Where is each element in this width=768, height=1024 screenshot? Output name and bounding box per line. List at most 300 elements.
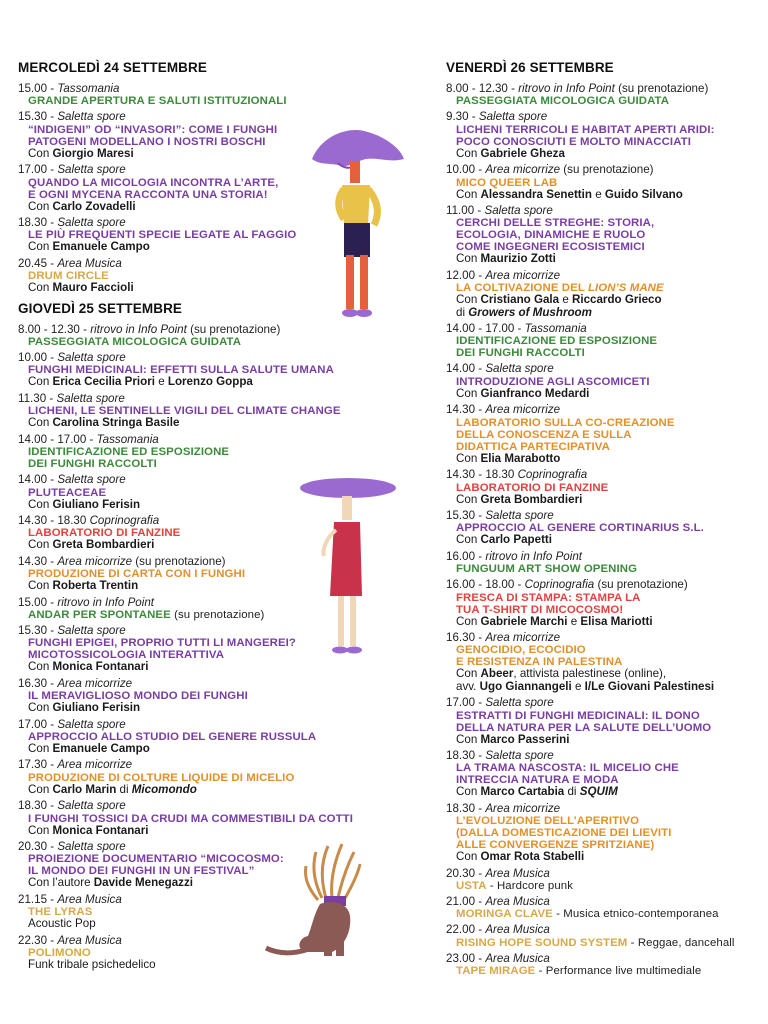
event-time-place <box>446 632 764 644</box>
speaker-name: Lorenzo Goppa <box>167 375 253 389</box>
event-title: DIDATTICA PARTECIPATIVA <box>456 440 610 453</box>
event-time-place <box>446 579 764 591</box>
event-title: MORINGA CLAVE - Musica etnico-contemporanea <box>456 908 719 921</box>
speaker-text: Con <box>456 850 481 864</box>
event-item <box>446 579 764 628</box>
event-title-note: - Hardcore punk <box>486 880 573 892</box>
event-title: CERCHI DELLE STREGHE: STORIA, <box>456 217 655 230</box>
event-time: 14.30 - <box>18 554 58 568</box>
event-item <box>446 111 764 160</box>
speaker-name: Micomondo <box>131 782 197 796</box>
event-title: PASSEGGIATA MICOLOGICA GUIDATA <box>456 95 670 108</box>
event-time: 14.00 - <box>18 473 58 487</box>
event-title: “INDIGENI” OD “INVASORI”: COME I FUNGHI <box>28 123 278 136</box>
event-time-place <box>446 510 764 522</box>
event-time: 14.00 - 17.00 - <box>446 322 525 336</box>
event-title: L’EVOLUZIONE DELL’APERITIVO <box>456 815 640 828</box>
event-title: LA COLTIVAZIONE DEL LION’S MANE <box>456 282 664 295</box>
speaker-name: Carlo Marin <box>52 782 117 796</box>
event-item <box>446 469 764 506</box>
event-item <box>446 750 764 799</box>
speaker-text: Con <box>456 451 481 465</box>
event-place: Saletta spore <box>485 748 554 762</box>
event-time-place <box>18 678 418 690</box>
event-item <box>18 324 418 348</box>
event-title: POLIMONO <box>28 947 91 960</box>
speaker-name: Abeer <box>480 667 514 681</box>
speaker-text: Con <box>456 614 481 628</box>
speaker-name: Growers of Mushroom <box>468 305 592 319</box>
event-place: Area Musica <box>57 256 122 270</box>
event-place: Area Musica <box>57 892 122 906</box>
speaker-name: Carlo Papetti <box>480 533 553 547</box>
speaker-text: Acoustic Pop <box>28 917 96 931</box>
speaker-name: Guido Silvano <box>604 187 683 201</box>
speaker-text: Con <box>28 660 53 674</box>
event-time: 22.00 - <box>446 923 486 937</box>
event-place: Coprinografia <box>517 468 588 482</box>
event-time-place <box>446 363 764 375</box>
event-time-place <box>446 953 764 965</box>
speaker-text: Funk tribale psichedelico <box>28 958 156 972</box>
event-time: 15.30 - <box>18 110 58 124</box>
event-title: IDENTIFICAZIONE ED ESPOSIZIONE <box>28 446 230 459</box>
event-time-place <box>18 719 418 731</box>
speaker-name: Elia Marabotto <box>480 451 561 465</box>
speaker-text: Con <box>28 240 53 254</box>
speaker-name: Riccardo Grieco <box>572 293 662 307</box>
event-item <box>446 404 764 465</box>
event-place: Area micorrize <box>57 676 133 690</box>
event-time: 14.30 - 18.30 <box>18 513 90 527</box>
event-place: Coprinografia <box>524 578 595 592</box>
speaker-name: Carolina Stringa Basile <box>52 416 180 430</box>
event-time: 17.00 - <box>18 163 58 177</box>
event-place: Saletta spore <box>57 163 126 177</box>
event-title: I FUNGHI TOSSICI DA CRUDI MA COMMESTIBILI DA COTTI <box>28 812 353 825</box>
event-item <box>446 323 764 359</box>
event-title: FRESCA DI STAMPA: STAMPA LA <box>456 591 641 604</box>
event-time-place <box>446 205 764 217</box>
event-title: DEI FUNGHI RACCOLTI <box>28 458 157 471</box>
mushroom-woman-illustration <box>296 478 400 662</box>
event-time: 21.15 - <box>18 892 58 906</box>
event-time-place <box>446 868 764 880</box>
speaker-text: Con <box>28 823 53 837</box>
event-place: Tassomania <box>57 82 120 95</box>
event-title: LICHENI, LE SENTINELLE VIGILI DEL CLIMATE CHANGE <box>28 405 341 418</box>
event-title: FUNGUUM ART SHOW OPENING <box>456 563 638 576</box>
event-title: THE LYRAS <box>28 906 93 919</box>
event-speakers <box>446 494 764 506</box>
event-item <box>446 510 764 547</box>
event-item <box>446 803 764 864</box>
event-speakers <box>446 307 764 319</box>
right-column <box>446 60 764 981</box>
event-booking-note: (su prenotazione) <box>594 578 688 592</box>
speaker-name: Ugo Giannangeli <box>479 679 572 693</box>
event-place: Area micorrize <box>485 801 561 815</box>
event-title: TUA T-SHIRT DI MICOCOSMO! <box>456 603 624 616</box>
speaker-name: Alessandra Senettin <box>480 187 592 201</box>
event-time: 10.00 - <box>18 351 58 365</box>
speaker-text: Con <box>28 538 53 552</box>
speaker-name: Giuliano Ferisin <box>52 701 141 715</box>
event-time: 17.00 - <box>18 717 58 731</box>
event-time: 20.30 - <box>18 840 58 853</box>
speaker-name: Monica Fontanari <box>52 660 149 674</box>
event-time: 12.00 - <box>446 268 486 282</box>
event-title: LA TRAMA NASCOSTA: IL MICELIO CHE <box>456 762 679 775</box>
event-item <box>446 363 764 400</box>
event-title: GENOCIDIO, ECOCIDIO <box>456 644 586 657</box>
event-title: USTA - Hardcore punk <box>456 880 573 892</box>
speaker-text: Con <box>28 497 53 511</box>
event-item <box>18 352 418 389</box>
event-title: FUNGHI MEDICINALI: EFFETTI SULLA SALUTE UMANA <box>28 364 334 377</box>
event-place: Saletta spore <box>57 717 126 731</box>
speaker-name: Greta Bombardieri <box>52 538 155 552</box>
speaker-text: Con <box>456 252 481 266</box>
event-speakers <box>446 851 764 863</box>
event-time-place <box>18 759 418 771</box>
event-item <box>446 632 764 693</box>
speaker-name: Giorgio Maresi <box>52 146 134 160</box>
day-heading: GIOVEDÌ 25 SETTEMBRE <box>18 300 183 316</box>
event-place: Saletta spore <box>57 351 126 365</box>
event-time: 17.30 - <box>18 758 58 772</box>
event-title: DEI FUNGHI RACCOLTI <box>456 347 585 360</box>
speaker-name: Carlo Zovadelli <box>52 199 136 213</box>
event-speakers <box>446 681 764 693</box>
event-time: 8.00 - 12.30 - <box>18 322 91 336</box>
event-place: Saletta spore <box>485 508 554 522</box>
speaker-text: Con <box>28 146 53 160</box>
speaker-name: Davide Menegazzi <box>93 876 193 890</box>
event-time: 18.30 - <box>446 801 486 815</box>
speaker-text: di <box>116 782 132 796</box>
event-time-place <box>446 551 764 563</box>
event-item <box>446 270 764 319</box>
event-place: ritrovo in Info Point <box>485 549 582 563</box>
event-place: ritrovo in Info Point <box>518 82 615 95</box>
event-place: Area micorrize <box>57 758 133 772</box>
speaker-text: Con <box>456 785 481 799</box>
event-time-place <box>446 111 764 123</box>
event-place: Saletta spore <box>485 696 554 710</box>
event-speakers <box>446 786 764 798</box>
event-title: LABORATORIO DI FANZINE <box>28 527 181 540</box>
event-title: COME INGEGNERI ECOSISTEMICI <box>456 241 645 254</box>
speaker-text: Con <box>456 533 481 547</box>
event-time-place <box>446 469 764 481</box>
event-place: Saletta spore <box>478 110 548 124</box>
speaker-text: Con <box>28 199 53 213</box>
event-place: Saletta spore <box>484 204 553 218</box>
event-time-place <box>446 697 764 709</box>
event-item <box>446 697 764 746</box>
event-speakers <box>18 784 418 796</box>
event-booking-note: (su prenotazione) <box>614 82 709 95</box>
event-speakers <box>18 825 418 837</box>
event-place: Area Musica <box>485 866 550 880</box>
event-time: 16.00 - <box>446 549 486 563</box>
event-title: IDENTIFICAZIONE ED ESPOSIZIONE <box>456 335 658 348</box>
event-title: INTRECCIA NATURA E MODA <box>456 774 619 787</box>
speaker-name: Greta Bombardieri <box>480 492 583 506</box>
event-place: Area Musica <box>57 933 122 947</box>
event-time: 14.30 - <box>446 403 486 417</box>
speaker-name: Maurizio Zotti <box>480 252 556 266</box>
event-item <box>446 924 764 948</box>
event-speakers <box>446 534 764 546</box>
event-place: Area micorrize <box>485 268 561 282</box>
event-place: ritrovo in Info Point <box>57 595 154 609</box>
event-time: 20.45 - <box>18 256 58 270</box>
event-item <box>18 759 418 796</box>
event-title: PASSEGGIATA MICOLOGICA GUIDATA <box>28 336 242 349</box>
event-title: E RESISTENZA IN PALESTINA <box>456 656 623 669</box>
speaker-name: Cristiano Gala <box>480 293 560 307</box>
event-item <box>446 953 764 977</box>
event-time: 17.00 - <box>446 696 486 710</box>
speaker-text: di <box>564 785 580 799</box>
speaker-text: Con <box>28 741 53 755</box>
event-title-note: - Musica etnico-contemporanea <box>552 908 719 921</box>
speaker-text: e <box>567 614 581 628</box>
event-time: 15.00 - <box>18 82 58 95</box>
event-time-place <box>446 323 764 335</box>
event-speakers <box>446 734 764 746</box>
event-item <box>18 800 418 837</box>
event-title: INTRODUZIONE AGLI ASCOMICETI <box>456 375 650 388</box>
event-place: Area Musica <box>485 951 550 965</box>
event-title: RISING HOPE SOUND SYSTEM - Reggae, dancehall <box>456 936 735 949</box>
mushroom-dog-illustration <box>262 838 372 962</box>
event-item <box>18 719 418 756</box>
speaker-text: Con <box>456 293 481 307</box>
day-heading: MERCOLEDÌ 24 SETTEMBRE <box>18 60 207 75</box>
event-place: Tassomania <box>524 322 587 336</box>
event-time: 15.30 - <box>18 623 58 637</box>
event-time: 16.30 - <box>446 630 486 644</box>
speaker-name: Emanuele Campo <box>52 240 150 254</box>
speaker-text: , attivista palestinese (online), <box>513 667 667 681</box>
event-title: PLUTEACEAE <box>28 486 107 499</box>
event-place: Saletta spore <box>57 840 126 853</box>
event-item <box>446 551 764 575</box>
speaker-text: e <box>154 375 168 389</box>
event-time: 14.00 - <box>446 362 486 376</box>
event-time: 21.00 - <box>446 895 486 908</box>
event-title: IL MERAVIGLIOSO MONDO DEI FUNGHI <box>28 690 248 703</box>
speaker-text: Con <box>28 782 53 796</box>
event-place: Area Musica <box>485 895 550 908</box>
speaker-text: di <box>456 305 469 319</box>
speaker-text: e <box>571 679 585 693</box>
speaker-name: Omar Rota Stabelli <box>480 850 585 864</box>
speaker-text: Con <box>28 416 53 430</box>
speaker-text: avv. <box>456 679 480 693</box>
event-time-place <box>446 404 764 416</box>
event-place: Tassomania <box>96 432 159 446</box>
event-place: ritrovo in Info Point <box>90 322 187 336</box>
speaker-name: Elisa Mariotti <box>580 614 653 628</box>
event-time: 16.30 - <box>18 676 58 690</box>
day-heading: VENERDÌ 26 SETTEMBRE <box>446 60 614 75</box>
speaker-text: Con <box>28 375 53 389</box>
event-title-note: - Reggae, dancehall <box>627 936 735 949</box>
event-title: ANDAR PER SPONTANEE (su prenotazione) <box>28 608 265 621</box>
event-time: 18.30 - <box>446 748 486 762</box>
event-time-place <box>18 800 418 812</box>
event-time-place <box>446 896 764 908</box>
event-time: 18.30 - <box>18 216 58 230</box>
event-place: Coprinografia <box>89 513 160 527</box>
speaker-text: Con <box>456 667 481 681</box>
event-speakers <box>446 189 764 201</box>
event-title: APPROCCIO ALLO STUDIO DEL GENERE RUSSULA <box>28 730 317 743</box>
speaker-text: Con <box>456 492 481 506</box>
event-place: Area micorrize <box>57 554 133 568</box>
event-place: Saletta spore <box>485 362 554 376</box>
event-speakers <box>446 388 764 400</box>
event-title: MICO QUEER LAB <box>456 176 558 189</box>
event-time: 15.30 - <box>446 508 486 522</box>
speaker-name: Marco Cartabia <box>480 785 565 799</box>
event-time-place <box>446 83 764 95</box>
event-item <box>446 205 764 266</box>
event-speakers <box>18 376 418 388</box>
speaker-text: Con l’autore <box>28 876 94 890</box>
event-speakers <box>18 417 418 429</box>
event-title: QUANDO LA MICOLOGIA INCONTRA L’ARTE, <box>28 176 279 189</box>
speaker-text: Con <box>28 701 53 715</box>
event-title: MICOTOSSICOLOGIA INTERATTIVA <box>28 649 225 662</box>
event-time: 11.30 - <box>18 391 57 405</box>
event-item <box>446 164 764 201</box>
event-time-place <box>446 803 764 815</box>
event-title: POCO CONOSCIUTI E MOLTO MINACCIATI <box>456 135 692 148</box>
event-time: 9.30 - <box>446 110 479 124</box>
speaker-text: e <box>559 293 572 307</box>
speaker-text: Con <box>456 146 481 160</box>
event-time: 11.00 - <box>446 204 485 218</box>
speaker-text: Con <box>456 187 481 201</box>
event-speakers <box>446 253 764 265</box>
event-time-place <box>18 352 418 364</box>
event-time: 23.00 - <box>446 951 486 965</box>
event-item <box>18 434 418 470</box>
event-title-note: (su prenotazione) <box>170 608 265 621</box>
speaker-text: Con <box>456 732 481 746</box>
event-time-place <box>18 83 418 95</box>
event-item <box>446 83 764 107</box>
event-time-place <box>18 434 418 446</box>
speaker-name: I/Le Giovani Palestinesi <box>584 679 715 693</box>
event-speakers <box>18 743 418 755</box>
event-item <box>446 868 764 892</box>
speaker-text: Con <box>28 579 53 593</box>
event-title: LICHENI TERRICOLI E HABITAT APERTI ARIDI: <box>456 123 715 136</box>
event-time-place <box>446 270 764 282</box>
event-title: DELLA CONOSCENZA E SULLA <box>456 428 632 441</box>
speaker-name: Giuliano Ferisin <box>52 497 141 511</box>
event-time: 18.30 - <box>18 799 58 813</box>
event-title: TAPE MIRAGE - Performance live multimediale <box>456 965 702 978</box>
event-title: ALLE CONVERGENZE SPRITZIANE) <box>456 839 655 852</box>
event-time: 22.30 - <box>18 933 58 947</box>
event-title: GRANDE APERTURA E SALUTI ISTITUZIONALI <box>28 95 287 108</box>
event-title: PATOGENI MODELLANO I NOSTRI BOSCHI <box>28 135 266 148</box>
speaker-name: Monica Fontanari <box>52 823 149 837</box>
event-speakers <box>446 453 764 465</box>
event-title: PRODUZIONE DI CARTA CON I FUNGHI <box>28 568 246 581</box>
event-place: Area micorrize <box>485 403 561 417</box>
event-place: Saletta spore <box>57 473 126 487</box>
speaker-name: Mauro Faccioli <box>52 281 134 295</box>
event-item <box>18 678 418 715</box>
speaker-text: Con <box>456 386 481 400</box>
event-title: PRODUZIONE DI COLTURE LIQUIDE DI MICELIO <box>28 771 295 784</box>
event-title: LABORATORIO SULLA CO-CREAZIONE <box>456 416 675 429</box>
speaker-name: Roberta Trentin <box>52 579 139 593</box>
event-time-place <box>18 111 418 123</box>
event-title: ESTRATTI DI FUNGHI MEDICINALI: IL DONO <box>456 709 700 722</box>
event-time-place <box>446 164 764 176</box>
event-item <box>18 83 418 107</box>
event-item <box>446 896 764 920</box>
speaker-name: Gabriele Gheza <box>480 146 565 160</box>
speaker-name: Marco Passerini <box>480 732 570 746</box>
event-booking-note: (su prenotazione) <box>186 322 281 336</box>
event-title: E OGNI MYCENA RACCONTA UNA STORIA! <box>28 188 268 201</box>
speaker-text: e <box>591 187 605 201</box>
event-booking-note: (su prenotazione) <box>132 554 226 568</box>
event-title: ECOLOGIA, DINAMICHE E RUOLO <box>456 229 646 242</box>
event-speakers <box>446 616 764 628</box>
event-item <box>18 393 418 430</box>
speaker-name: Gabriele Marchi <box>480 614 568 628</box>
event-place: Saletta spore <box>56 391 125 405</box>
speaker-name: SQUIM <box>579 785 618 799</box>
event-time: 15.00 - <box>18 595 58 609</box>
speaker-name: Erica Cecilia Priori <box>52 375 155 389</box>
event-booking-note: (su prenotazione) <box>560 163 654 177</box>
event-place: Area micorrize <box>485 630 561 644</box>
event-speakers <box>446 148 764 160</box>
event-time-place <box>446 750 764 762</box>
event-time: 14.00 - 17.00 - <box>18 432 97 446</box>
event-place: Saletta spore <box>57 623 126 637</box>
event-title: APPROCCIO AL GENERE CORTINARIUS S.L. <box>456 522 704 535</box>
event-title-note: - Performance live multimediale <box>535 965 702 978</box>
event-place: Area micorrize <box>485 163 561 177</box>
event-time-place <box>18 324 418 336</box>
event-title: LE PIÙ FREQUENTI SPECIE LEGATE AL FAGGIO <box>28 229 297 242</box>
day-friday <box>446 60 764 977</box>
event-place: Saletta spore <box>57 799 126 813</box>
event-time-place <box>446 924 764 936</box>
event-title: DELLA NATURA PER LA SALUTE DELL’UOMO <box>456 721 712 734</box>
event-place: Saletta spore <box>57 216 126 230</box>
event-title: DRUM CIRCLE <box>28 270 109 283</box>
event-title: IL MONDO DEI FUNGHI IN UN FESTIVAL” <box>28 865 255 878</box>
speaker-name: Emanuele Campo <box>52 741 150 755</box>
event-time: 16.00 - 18.00 - <box>446 578 525 592</box>
event-time-place <box>18 393 418 405</box>
event-time: 10.00 - <box>446 163 486 177</box>
